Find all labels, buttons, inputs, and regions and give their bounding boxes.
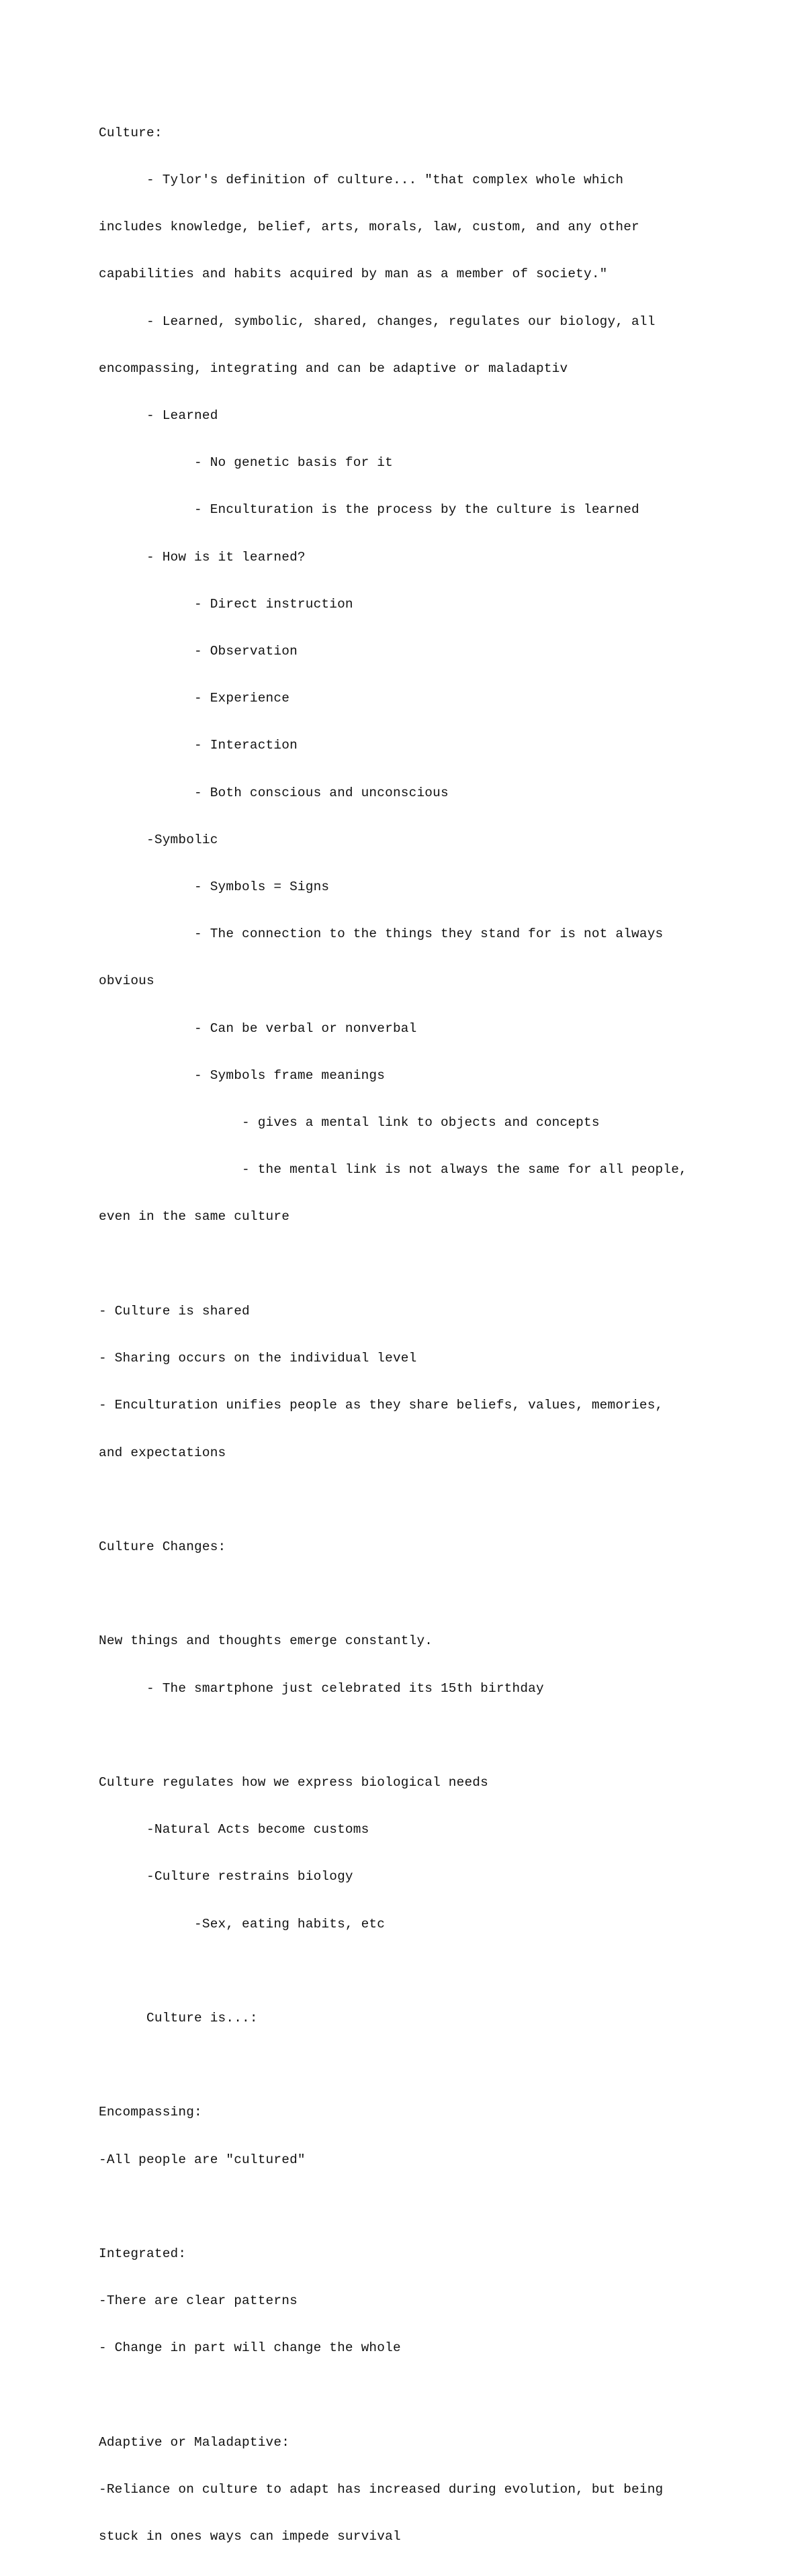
blank-line — [99, 1257, 744, 1272]
text-line: Culture: — [99, 125, 163, 140]
text-line: - Learned, symbolic, shared, changes, regulates our biology, all — [99, 314, 656, 329]
section-heading: Encompassing: — [99, 2105, 202, 2120]
text-line: even in the same culture — [99, 1209, 290, 1225]
blank-line — [99, 1964, 744, 1979]
text-line: New things and thoughts emerge constantly. — [99, 1633, 433, 1649]
blank-line — [99, 1492, 744, 1508]
text-line: and expectations — [99, 1445, 226, 1460]
text-line: - Learned — [99, 408, 218, 424]
text-line: - Change in part will change the whole — [99, 2340, 401, 2356]
text-line: - gives a mental link to objects and concepts — [99, 1115, 600, 1131]
text-line: - Direct instruction — [99, 596, 353, 612]
text-line: -Reliance on culture to adapt has increased during evolution, but being — [99, 2481, 664, 2497]
text-line: - Tylor's definition of culture... "that complex whole which — [99, 173, 624, 188]
text-line: - Observation — [99, 644, 298, 659]
section-heading: Culture Changes: — [99, 1539, 226, 1554]
text-line: - Can be verbal or nonverbal — [99, 1020, 417, 1036]
text-line: -Natural Acts become customs — [99, 1822, 369, 1838]
text-line: Culture regulates how we express biological needs — [99, 1774, 488, 1790]
text-line: obvious — [99, 973, 154, 989]
text-line: -Sex, eating habits, etc — [99, 1916, 386, 1931]
text-line: -Symbolic — [99, 832, 218, 847]
text-line: - Culture is shared — [99, 1303, 250, 1319]
blank-line — [99, 2388, 744, 2403]
text-line: - Sharing occurs on the individual level — [99, 1351, 417, 1366]
blank-line — [99, 1586, 744, 1602]
text-line: capabilities and habits acquired by man as a member of society." — [99, 267, 608, 282]
text-line: - The connection to the things they stand for is not always — [99, 926, 664, 942]
section-heading: Culture is...: — [99, 2010, 258, 2025]
text-line: -There are clear patterns — [99, 2293, 298, 2309]
blank-line — [99, 2058, 744, 2073]
text-line: - Symbols = Signs — [99, 879, 330, 895]
section-heading: Adaptive or Maladaptive: — [99, 2434, 290, 2450]
document-body — [99, 94, 744, 2576]
blank-line — [99, 1728, 744, 1744]
text-line: - No genetic basis for it — [99, 455, 393, 471]
text-line: encompassing, integrating and can be adaptive or maladaptiv — [99, 361, 568, 376]
text-line: includes knowledge, belief, arts, morals, law, custom, and any other — [99, 220, 639, 235]
text-line: -Culture restrains biology — [99, 1869, 353, 1885]
text-line: - Interaction — [99, 738, 298, 753]
text-line: stuck in ones ways can impede survival — [99, 2529, 401, 2544]
blank-line — [99, 2199, 744, 2215]
text-line: - Enculturation unifies people as they share beliefs, values, memories, — [99, 1398, 664, 1413]
section-heading: Integrated: — [99, 2246, 187, 2261]
text-line: - Enculturation is the process by the culture is learned — [99, 502, 639, 518]
text-line: - Experience — [99, 691, 290, 706]
text-line: - the mental link is not always the same for all people, — [99, 1162, 687, 1178]
text-line: -All people are "cultured" — [99, 2152, 306, 2167]
text-line: - Symbols frame meanings — [99, 1067, 386, 1083]
text-line: - Both conscious and unconscious — [99, 785, 449, 800]
text-line: - The smartphone just celebrated its 15th birthday — [99, 1680, 544, 1696]
text-line: - How is it learned? — [99, 549, 306, 565]
